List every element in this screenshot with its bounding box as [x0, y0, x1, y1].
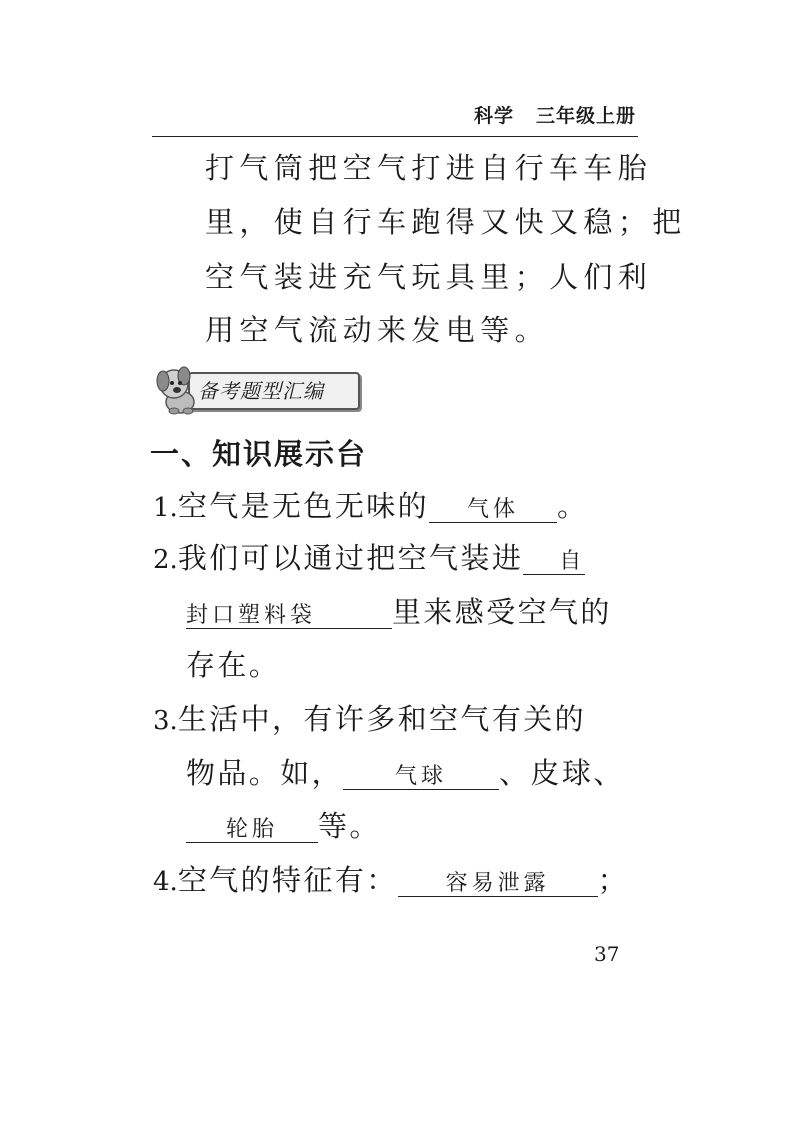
paragraph-line-2: 里，使自行车跑得又快又稳；把 — [205, 205, 687, 239]
answer-blank — [523, 542, 585, 575]
answer-text: 封口塑料袋 — [186, 603, 317, 628]
header-rule — [152, 136, 638, 137]
paragraph-line-4: 用空气流动来发电等。 — [205, 313, 550, 347]
question-number: 2. — [153, 545, 178, 575]
question-3-line-2 — [186, 755, 625, 791]
badge-label: 备考题型汇编 — [198, 379, 324, 403]
question-text: 等。 — [318, 809, 381, 843]
question-text: 空气的特征有： — [177, 863, 398, 897]
question-text: 空气是无色无味的 — [177, 489, 430, 523]
paragraph-line-1: 打气筒把空气打进自行车车胎 — [205, 151, 653, 185]
question-text: 、皮球、 — [499, 756, 625, 790]
answer-blank — [186, 810, 318, 843]
question-number: 3. — [153, 706, 178, 736]
question-text: 我们可以通过把空气装进 — [177, 541, 524, 575]
question-3-line-3 — [186, 808, 381, 844]
question-number: 4. — [153, 867, 178, 897]
question-text: 里来感受空气的 — [392, 595, 612, 629]
question-3-line-1 — [153, 701, 586, 739]
question-text: 物品。如， — [186, 756, 344, 790]
question-2-line-1 — [153, 540, 585, 578]
question-4 — [153, 862, 629, 900]
answer-blank — [398, 864, 598, 897]
question-text: 生活中，有许多和空气有关的 — [177, 702, 587, 736]
question-2-line-3: 存在。 — [186, 648, 281, 682]
question-number: 1. — [153, 493, 178, 523]
answer-text: 轮胎 — [225, 817, 278, 842]
paragraph-line-3: 空气装进充气玩具里；人们利 — [205, 260, 653, 294]
answer-blank — [429, 490, 557, 523]
question-1 — [153, 488, 588, 526]
answer-text: 容易泄露 — [445, 871, 550, 896]
section-badge — [150, 364, 360, 416]
running-header — [0, 101, 636, 128]
section-title: 一、知识展示台 — [150, 437, 368, 471]
answer-text: 气球 — [395, 764, 448, 789]
page-number: 37 — [594, 942, 620, 966]
question-2-line-2 — [186, 594, 612, 630]
header-grade: 三年级上册 — [535, 105, 636, 127]
header-subject: 科学 — [473, 105, 514, 127]
question-text: 。 — [557, 489, 589, 523]
answer-blank — [343, 757, 499, 790]
question-text: ； — [597, 863, 630, 897]
answer-text: 自 — [559, 549, 586, 574]
answer-blank — [186, 596, 392, 629]
answer-text: 气体 — [467, 497, 520, 522]
